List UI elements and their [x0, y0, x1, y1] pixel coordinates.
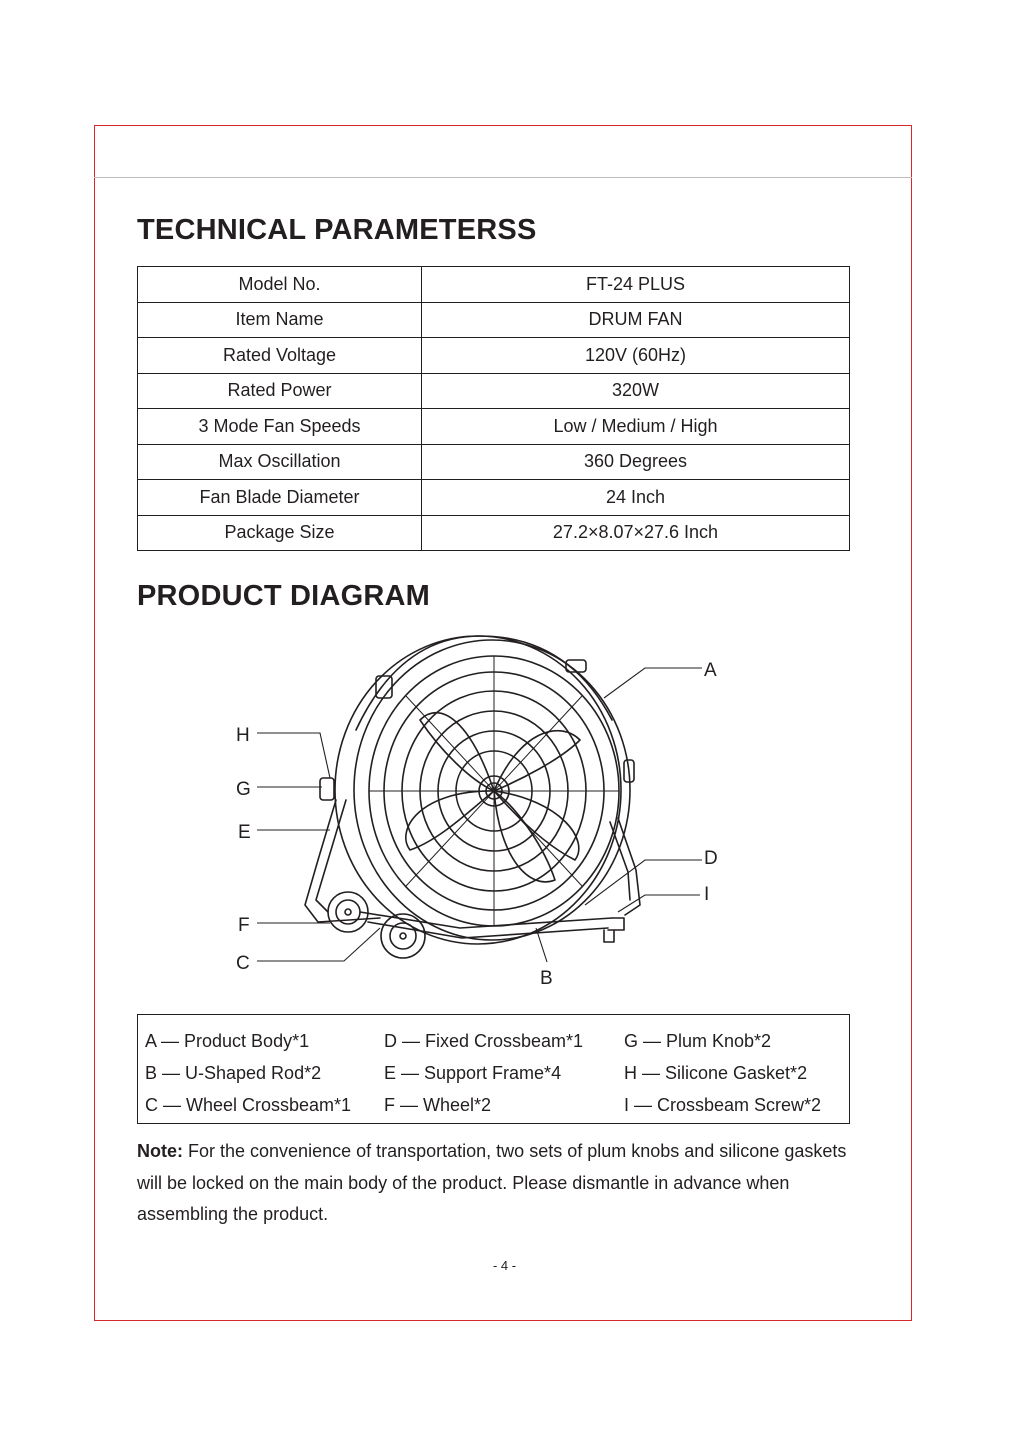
leader-line-a [604, 668, 702, 698]
param-label: 3 Mode Fan Speeds [138, 409, 422, 445]
param-label: Max Oscillation [138, 444, 422, 480]
table-row [138, 444, 850, 480]
param-label: Rated Voltage [138, 338, 422, 374]
table-row [138, 373, 850, 409]
part-item: H — Silicone Gasket*2 [624, 1063, 808, 1083]
param-value: Low / Medium / High [422, 409, 850, 445]
drum-fan-diagram [0, 630, 1009, 1000]
diagram-label-b: B [540, 968, 553, 989]
diagram-label-i: I [704, 884, 710, 905]
page-number: - 4 - [492, 1258, 517, 1273]
table-row [138, 302, 850, 338]
param-label: Fan Blade Diameter [138, 480, 422, 516]
part-item: D — Fixed Crossbeam*1 [384, 1031, 584, 1051]
part-item: A — Product Body*1 [145, 1031, 310, 1051]
diagram-label-e: E [238, 822, 251, 843]
param-label: Rated Power [138, 373, 422, 409]
parameters-table [137, 266, 850, 551]
part-item: G — Plum Knob*2 [624, 1031, 772, 1051]
table-row [138, 409, 850, 445]
technical-parameters-heading: TECHNICAL PARAMETERSS [137, 214, 537, 246]
param-value: 24 Inch [422, 480, 850, 516]
leader-line-c [257, 928, 380, 961]
leader-line-h [257, 733, 330, 778]
param-value: 320W [422, 373, 850, 409]
table-row [138, 480, 850, 516]
part-item: F — Wheel*2 [384, 1095, 492, 1115]
header-divider [94, 177, 912, 178]
assembly-note [137, 1136, 857, 1231]
param-value: FT-24 PLUS [422, 267, 850, 303]
diagram-label-c: C [236, 953, 250, 974]
parts-list [137, 1014, 850, 1124]
param-label: Model No. [138, 267, 422, 303]
param-value: DRUM FAN [422, 302, 850, 338]
table-row [138, 267, 850, 303]
diagram-label-a: A [704, 660, 717, 681]
diagram-label-g: G [236, 779, 251, 800]
table-row [138, 338, 850, 374]
param-value: 360 Degrees [422, 444, 850, 480]
diagram-label-h: H [236, 725, 250, 746]
part-item: I — Crossbeam Screw*2 [624, 1095, 822, 1115]
part-item: C — Wheel Crossbeam*1 [145, 1095, 352, 1115]
param-label: Package Size [138, 515, 422, 551]
part-item: E — Support Frame*4 [384, 1063, 562, 1083]
product-diagram-heading: PRODUCT DIAGRAM [137, 580, 430, 612]
diagram-label-d: D [704, 848, 718, 869]
note-label: Note: [137, 1141, 183, 1161]
param-value: 120V (60Hz) [422, 338, 850, 374]
param-label: Item Name [138, 302, 422, 338]
param-value: 27.2×8.07×27.6 Inch [422, 515, 850, 551]
table-row [138, 515, 850, 551]
note-text: For the convenience of transportation, two sets of plum knobs and silicone gaskets will be locked on the main body of the product. Please dismantle in advance when assembling the product. [137, 1141, 847, 1224]
part-item: B — U-Shaped Rod*2 [145, 1063, 322, 1083]
diagram-label-f: F [238, 915, 250, 936]
